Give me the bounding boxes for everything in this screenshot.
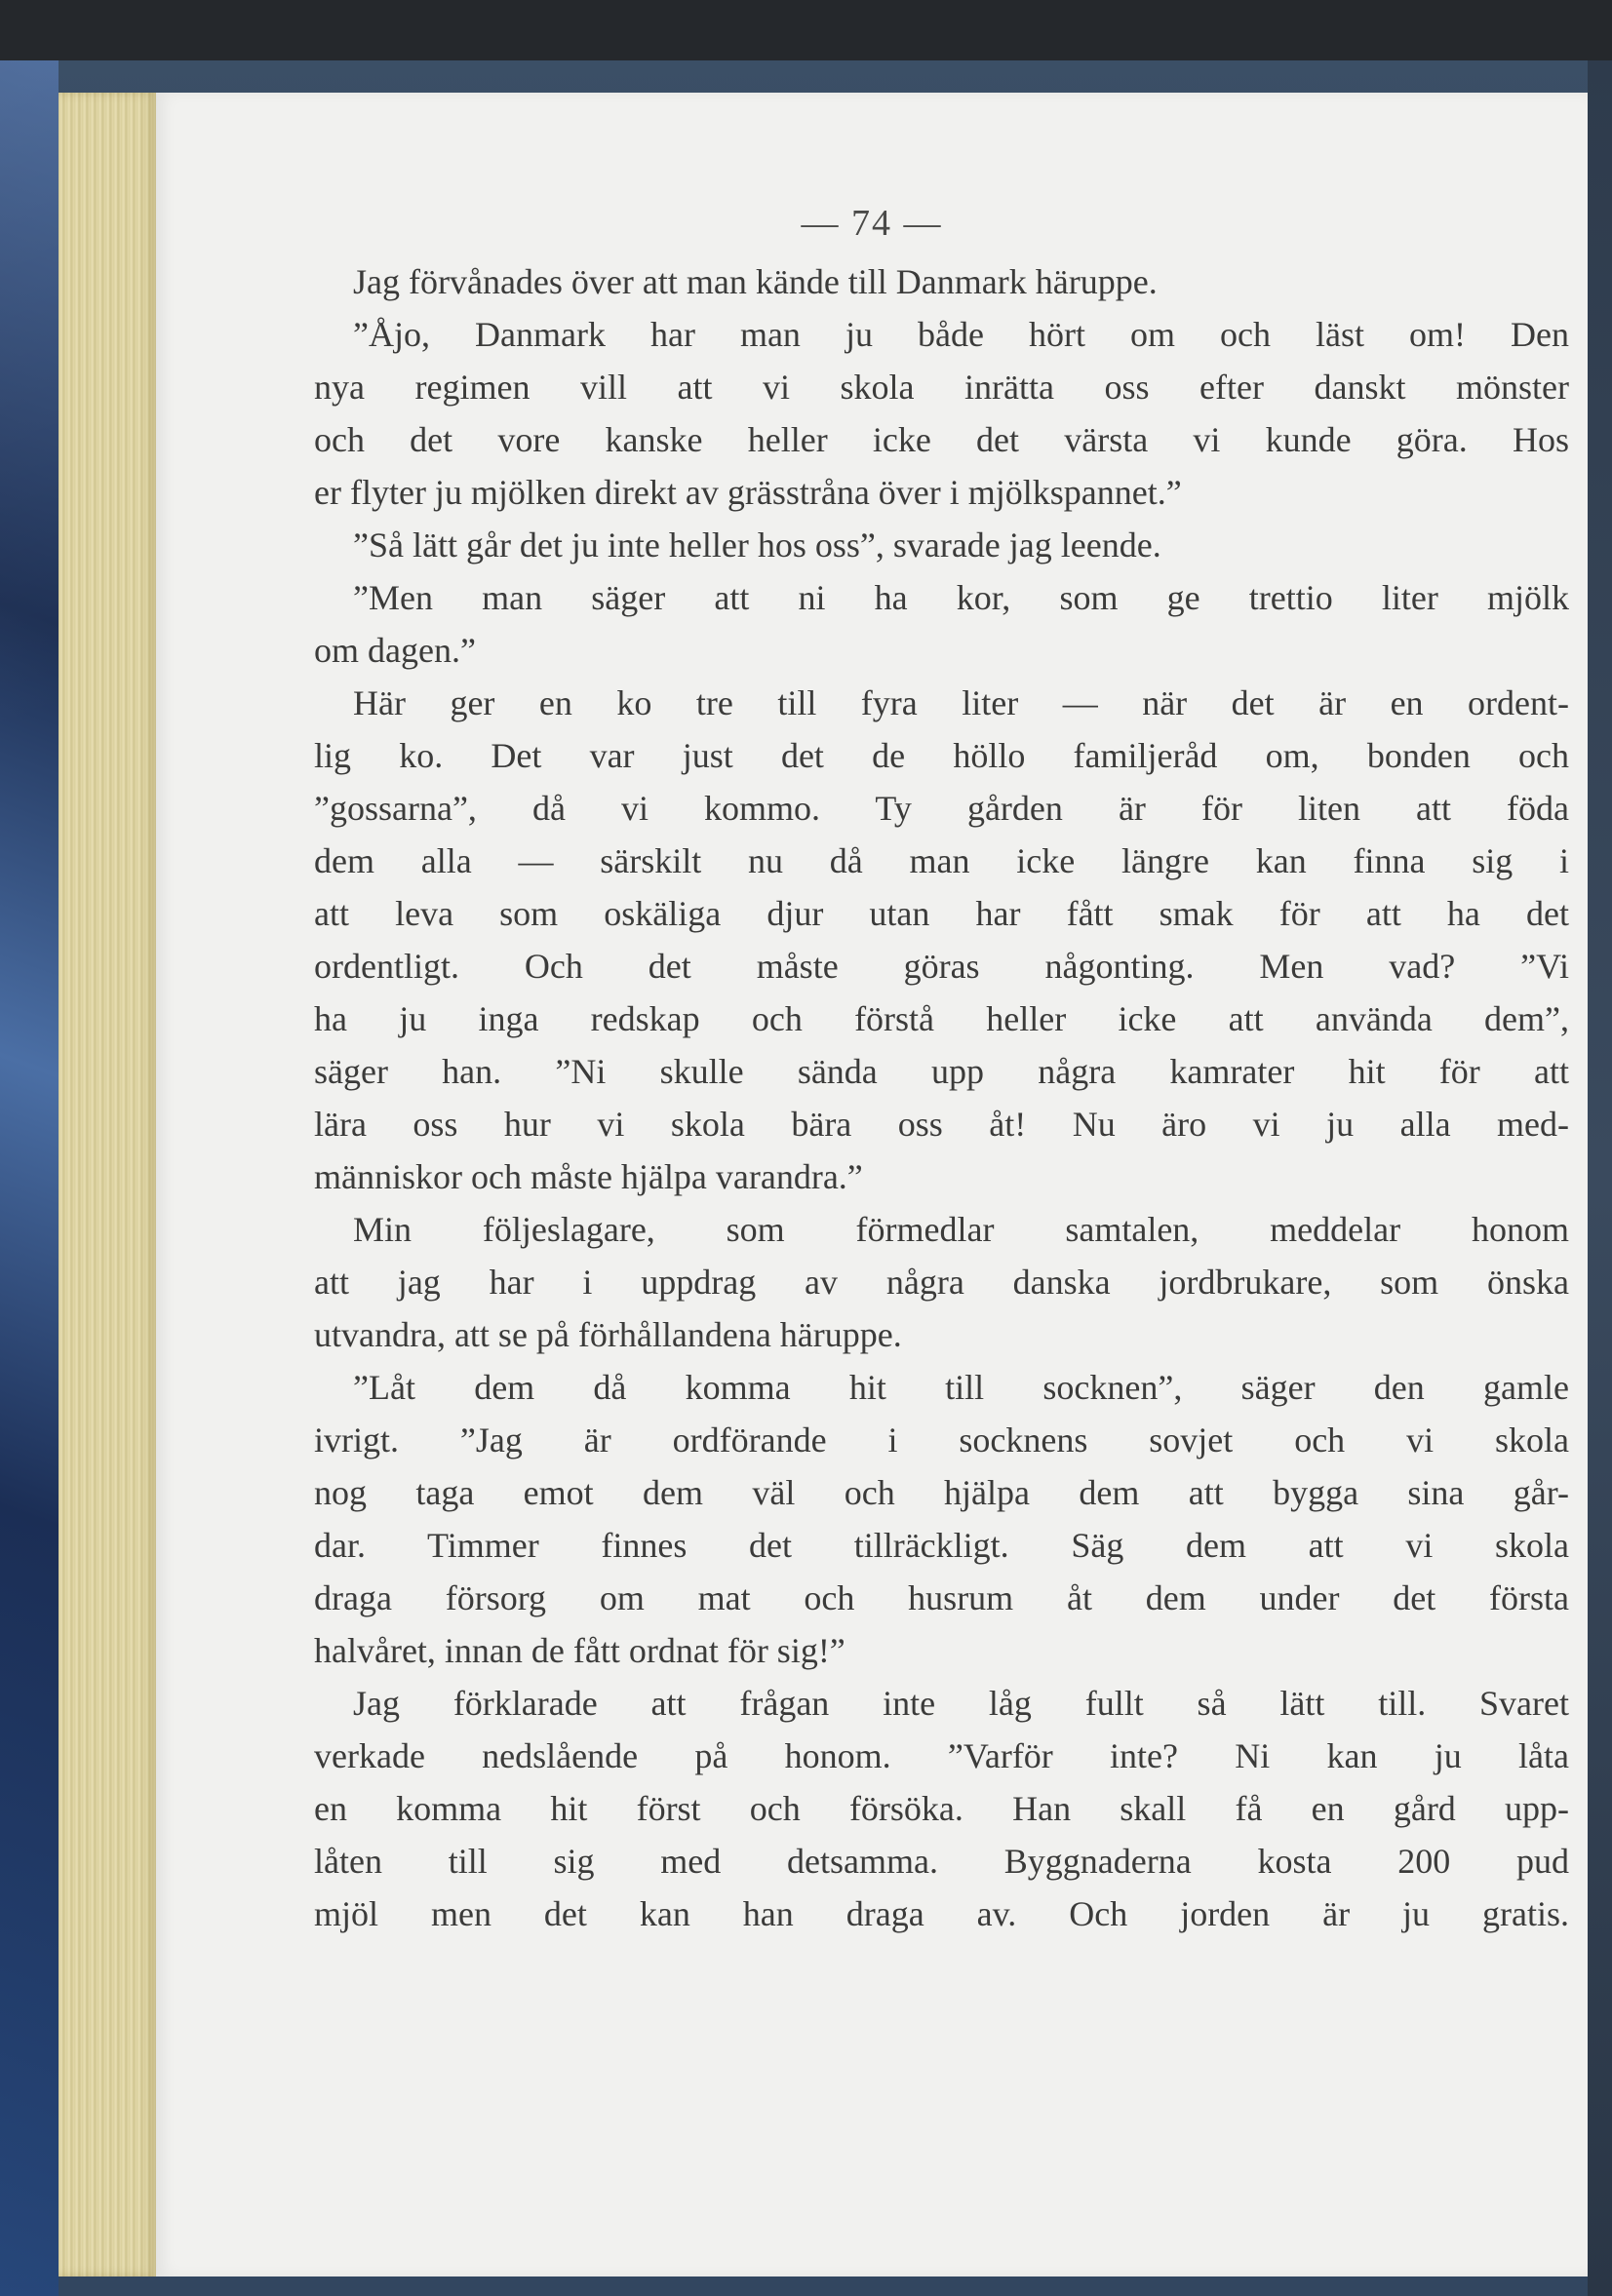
text-line: ha ju inga redskap och förstå heller icke att använda dem”, (314, 999, 1569, 1038)
text-line: nya regimen vill att vi skola inrätta oss efter danskt mönster (314, 368, 1569, 407)
text-line: ordentligt. Och det måste göras någonting. Men vad? ”Vi (314, 947, 1569, 986)
text-line: om dagen.” (314, 631, 476, 670)
text-line: halvåret, innan de fått ordnat för sig!” (314, 1631, 845, 1670)
text-line: Jag förklarade att frågan inte låg fullt så lätt till. Svaret (353, 1684, 1569, 1723)
text-line: draga försorg om mat och husrum åt dem under det första (314, 1578, 1569, 1617)
text-line: ”Låt dem då komma hit till socknen”, säger den gamle (353, 1368, 1569, 1407)
text-line: mjöl men det kan han draga av. Och jorden är ju gratis. (314, 1894, 1569, 1933)
text-line: Min följeslagare, som förmedlar samtalen, meddelar honom (353, 1210, 1569, 1249)
text-line: Jag förvånades över att man kände till Danmark häruppe. (353, 262, 1158, 301)
text-line: verkade nedslående på honom. ”Varför inte? Ni kan ju låta (314, 1736, 1569, 1775)
text-line: människor och måste hjälpa varandra.” (314, 1157, 863, 1196)
text-line: låten till sig med detsamma. Byggnaderna kosta 200 pud (314, 1842, 1569, 1881)
text-line: en komma hit först och försöka. Han skall få en gård upp- (314, 1789, 1569, 1828)
text-line: att jag har i uppdrag av några danska jordbrukare, som önska (314, 1263, 1569, 1302)
page-number: — 74 — (801, 203, 943, 244)
text-line: ivrigt. ”Jag är ordförande i socknens sovjet och vi skola (314, 1420, 1569, 1459)
marbled-cover-edge (0, 60, 59, 2296)
text-line: dem alla — särskilt nu då man icke längre kan finna sig i (314, 841, 1569, 880)
text-line: Här ger en ko tre till fyra liter — när det är en ordent- (353, 683, 1569, 722)
top-shadow-band (0, 0, 1612, 60)
cover-right-edge (1588, 60, 1612, 2296)
text-line: nog taga emot dem väl och hjälpa dem att bygga sina går- (314, 1473, 1569, 1512)
text-line: dar. Timmer finnes det tillräckligt. Säg dem att vi skola (314, 1526, 1569, 1565)
text-line: ”Så lätt går det ju inte heller hos oss”, svarade jag leende. (353, 525, 1161, 564)
text-line: er flyter ju mjölken direkt av grässtråna över i mjölkspannet.” (314, 473, 1182, 512)
text-line: och det vore kanske heller icke det värsta vi kunde göra. Hos (314, 420, 1569, 459)
page-edges (59, 93, 156, 2277)
text-line: lära oss hur vi skola bära oss åt! Nu äro vi ju alla med- (314, 1105, 1569, 1144)
text-line: ”Men man säger att ni ha kor, som ge trettio liter mjölk (353, 578, 1569, 617)
text-line: utvandra, att se på förhållandena häruppe. (314, 1315, 902, 1354)
text-line: ”gossarna”, då vi kommo. Ty gården är för liten att föda (314, 789, 1569, 828)
text-line: lig ko. Det var just det de höllo familjeråd om, bonden och (314, 736, 1569, 775)
body-text (314, 255, 1569, 1940)
text-line: att leva som oskäliga djur utan har fått smak för att ha det (314, 894, 1569, 933)
text-line: säger han. ”Ni skulle sända upp några kamrater hit för att (314, 1052, 1569, 1091)
text-line: ”Åjo, Danmark har man ju både hört om och läst om! Den (353, 315, 1569, 354)
